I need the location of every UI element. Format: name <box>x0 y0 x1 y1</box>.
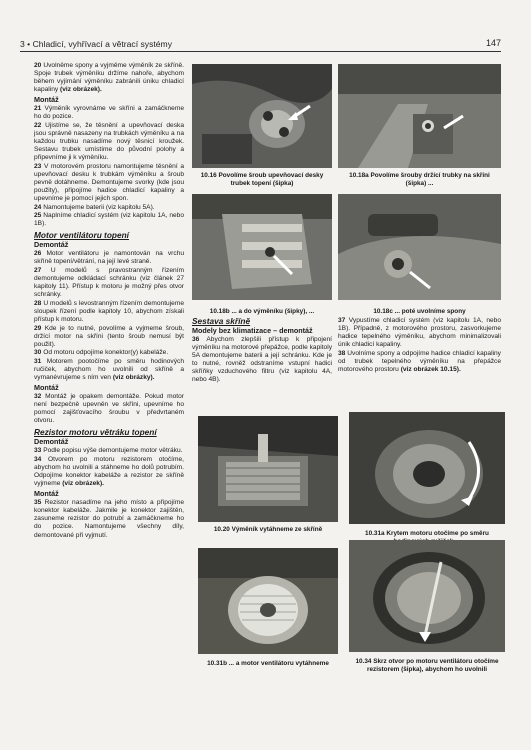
photo-10-18c <box>338 194 501 300</box>
caption-10-16: 10.16 Povolíme šroub upevňovací desky trubek topení (šipka) <box>200 172 324 187</box>
paragraph-33: 33 Podle popisu výše demontujeme motor větráku. <box>34 447 183 455</box>
caption-10-20: 10.20 Výměník vytáhneme ze skříně <box>213 526 323 533</box>
page-number: 147 <box>485 38 501 48</box>
section-heading-motor: Motor ventilátoru topení <box>34 230 129 241</box>
paragraph-29: 29 Kde je to nutné, povolíme a vyjmeme šroub, držící motor na skříni (tento šroub nemusí být použit). <box>34 324 184 348</box>
paragraph-37: 37 Vypustíme chladicí systém (viz kapitolu 1A, nebo 1B). Případně, z motorového prostoru, zasvorkujeme hadice tepelného výměníku, abychom minimalizovali únik chladicí kapaliny. <box>338 317 501 349</box>
caption-10-31a: 10.31a Krytem motoru otočíme po směru <box>365 530 489 537</box>
paragraph-28: 28 U modelů s levostranným řízením demontujeme sloupek řízení podle kapitoly 10, abychom získali přístup k motoru. <box>34 299 184 323</box>
paragraph-34: 34 Otvorem po motoru rezistorem otočíme, abychom ho uvolnili a stáhneme ho dolů potrubím. Odpojíme konektor kabeláže a rezistor ze skříně vyjmeme (viz obrázek). <box>34 456 184 488</box>
heading-modely-bez-klimatizace: Modely bez klimatizace – demontáž <box>192 326 313 336</box>
header-rule <box>20 51 501 52</box>
middle-text-column <box>192 317 332 385</box>
paragraph-32: 32 Montáž je opakem demontáže. Pokud motor není bezpečně upevněn ve skříni, upevníme ho pomocí zajišťovacího šroubu v předvrtaném otvoru. <box>34 393 184 425</box>
paragraph-22: 22 Ujistíme se, že těsnění a upevňovací deska jsou správně nasazeny na trubkách výměníku a na každou trubku nasadíme nový těsnicí kroužek. Sestavu trubek umístíme do původní polohy a připevníme ji k výměníku. <box>34 121 184 162</box>
photo-10-16 <box>192 64 332 168</box>
paragraph-27: 27 U modelů s pravostranným řízením demontujeme odkládací schránku (viz článek 27 kapitoly 11). Přístup k motoru je možný přes otvor schránky. <box>34 267 184 299</box>
heading-montaz: Montáž <box>34 95 59 105</box>
paragraph-25: 25 Naplníme chladicí systém (viz kapitolu 1A, nebo 1B). <box>34 212 184 228</box>
caption-10-18c: 10.18c ... poté uvolníme spony <box>373 308 466 315</box>
paragraph-36: 36 Abychom zlepšili přístup k připojení výměníku na motorové přepážce, podle kapitoly 5A demontujeme baterii a její schránku. Kde je to nutné, rovněž odstraníme vstupní hadici skříňky vzduchového filtru (viz kapitolu 4A, nebo 4B). <box>192 336 333 384</box>
left-text-column <box>34 62 184 540</box>
caption-10-31b: 10.31b ... a motor ventilátoru vytáhneme <box>207 660 329 667</box>
paragraph-26: 26 Motor ventilátoru je namontován na vrchu skříně topení/větrání, na její levé straně. <box>34 250 184 266</box>
heading-demontaz-2: Demontáž <box>34 437 69 447</box>
photo-10-20 <box>198 416 338 522</box>
chapter-title: 3 • Chladicí, vyhřívací a větrací systémy <box>20 39 173 49</box>
caption-10-18a: 10.18a Povolíme šrouby držící trubky na skříni (šipka) ... <box>349 172 490 187</box>
heading-montaz-3: Montáž <box>34 489 59 499</box>
paragraph-21: 21 Výměník vyrovnáme ve skříni a zamáčkneme ho do pozice. <box>34 105 184 121</box>
caption-10-18b: 10.18b ... a do výměníku (šipky), ... <box>209 308 315 315</box>
right-text-column <box>338 317 501 375</box>
paragraph-20: 20 Uvolněme spony a vyjměme výměník ze skříně. Spoje trubek výměníku držíme nahoře, abychom během vyjímání výměníku zabránili úniku chladicí kapaliny (viz obrázek). <box>34 62 184 94</box>
paragraph-23: 23 V motorovém prostoru namontujeme těsnění a upevňovací desku k trubkám výměníku a šroub pevně dotáhneme. Demontujeme svorky (kde jsou použity), připojíme hadice chladicí kapaliny a upevníme je pomocí jejich spon. <box>34 162 184 202</box>
paragraph-35: 35 Rezistor nasadíme na jeho místo a připojíme konektor kabeláže. Jakmile je konektor zajištěn, zasuneme rezistor do potrubí a zamáčkneme ho do pozice. Namontujeme všechny díly, demontované při vyjmutí. <box>34 499 184 539</box>
page-header <box>0 36 531 54</box>
paragraph-24: 24 Namontujeme baterii (viz kapitolu 5A). <box>34 203 155 211</box>
photo-10-31b <box>198 548 338 654</box>
photo-10-18a <box>338 64 501 168</box>
caption-10-34: 10.34 Skrz otvor po motoru ventilátoru otočíme rezistorem (šipka), abychom ho uvolnili <box>355 658 499 673</box>
heading-demontaz: Demontáž <box>34 240 69 250</box>
paragraph-31: 31 Motorem pootočíme po směru hodinových ručiček, abychom ho uvolnili od skříně a vymanévrujeme s ním ven (viz obrázky). <box>34 357 184 382</box>
photo-10-18b <box>192 194 332 300</box>
photo-10-31a <box>349 412 505 524</box>
section-heading-sestava: Sestava skříně <box>192 316 251 326</box>
paragraph-30: 30 Od motoru odpojíme konektor(y) kabeláže. <box>34 349 169 357</box>
heading-montaz-2: Montáž <box>34 383 59 393</box>
paragraph-38: 38 Uvolníme spony a odpojíme hadice chladicí kapaliny od trubek tepelného výměníku na přepážce motorového prostoru (viz obrázek 10.15). <box>338 349 501 373</box>
section-heading-rezistor: Rezistor motoru větráku topení <box>34 427 157 438</box>
photo-10-34 <box>349 540 505 652</box>
